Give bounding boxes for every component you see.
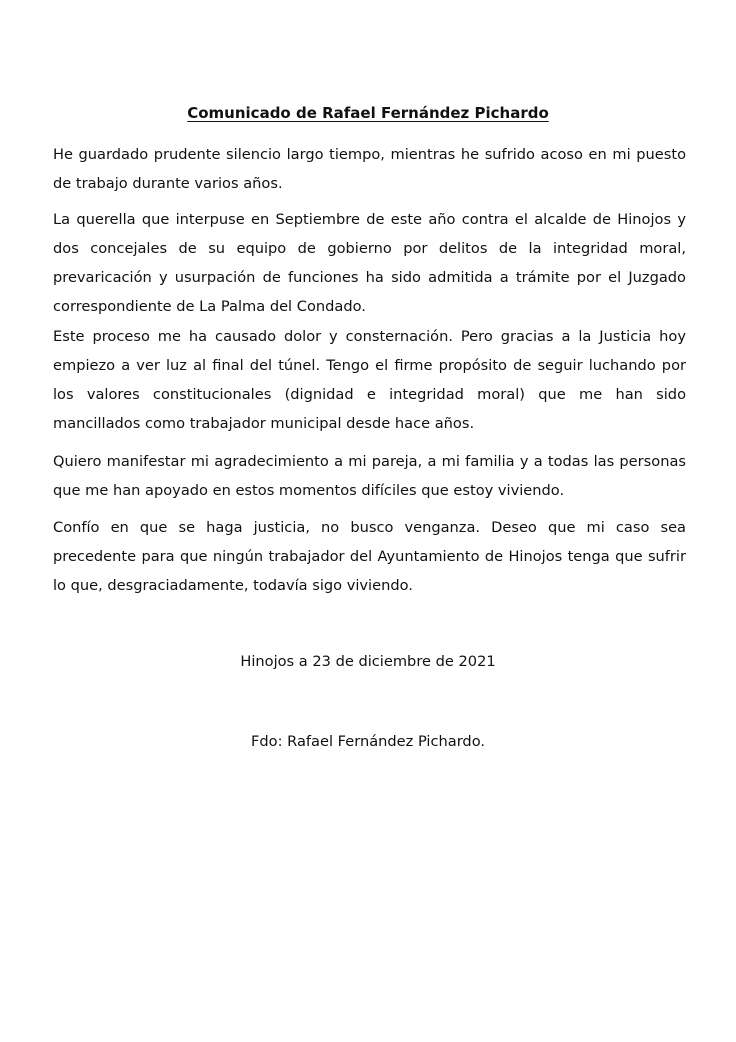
paragraph-2: La querella que interpuse en Septiembre de este año contra el alcalde de Hinojos y dos concejales de su equipo de gobierno por delitos de la integridad moral, prevaricación y usurpación de funciones ha sido admitida a trámite por el Juzgado correspondiente de La Palma del Condado. [53, 211, 686, 315]
paragraph-1: He guardado prudente silencio largo tiempo, mientras he sufrido acoso en mi puesto de trabajo durante varios años. [53, 146, 686, 192]
signature: Fdo: Rafael Fernández Pichardo. [250, 733, 486, 750]
place-date: Hinojos a 23 de diciembre de 2021 [240, 653, 496, 670]
paragraph-3: Este proceso me ha causado dolor y consternación. Pero gracias a la Justicia hoy empiezo a ver luz al final del túnel. Tengo el firme propósito de seguir luchando por los valores constitucionales (dignidad e integridad moral) que me han sido mancillados como trabajador municipal desde hace años. [53, 328, 686, 432]
paragraph-4: Quiero manifestar mi agradecimiento a mi pareja, a mi familia y a todas las personas que me han apoyado en estos momentos difíciles que estoy viviendo. [53, 453, 686, 499]
paragraph-5: Confío en que se haga justicia, no busco venganza. Deseo que mi caso sea precedente para que ningún trabajador del Ayuntamiento de Hinojos tenga que sufrir lo que, desgraciadamente, todavía sigo viviendo. [53, 519, 686, 594]
document-title: Comunicado de Rafael Fernández Pichardo [187, 104, 549, 122]
